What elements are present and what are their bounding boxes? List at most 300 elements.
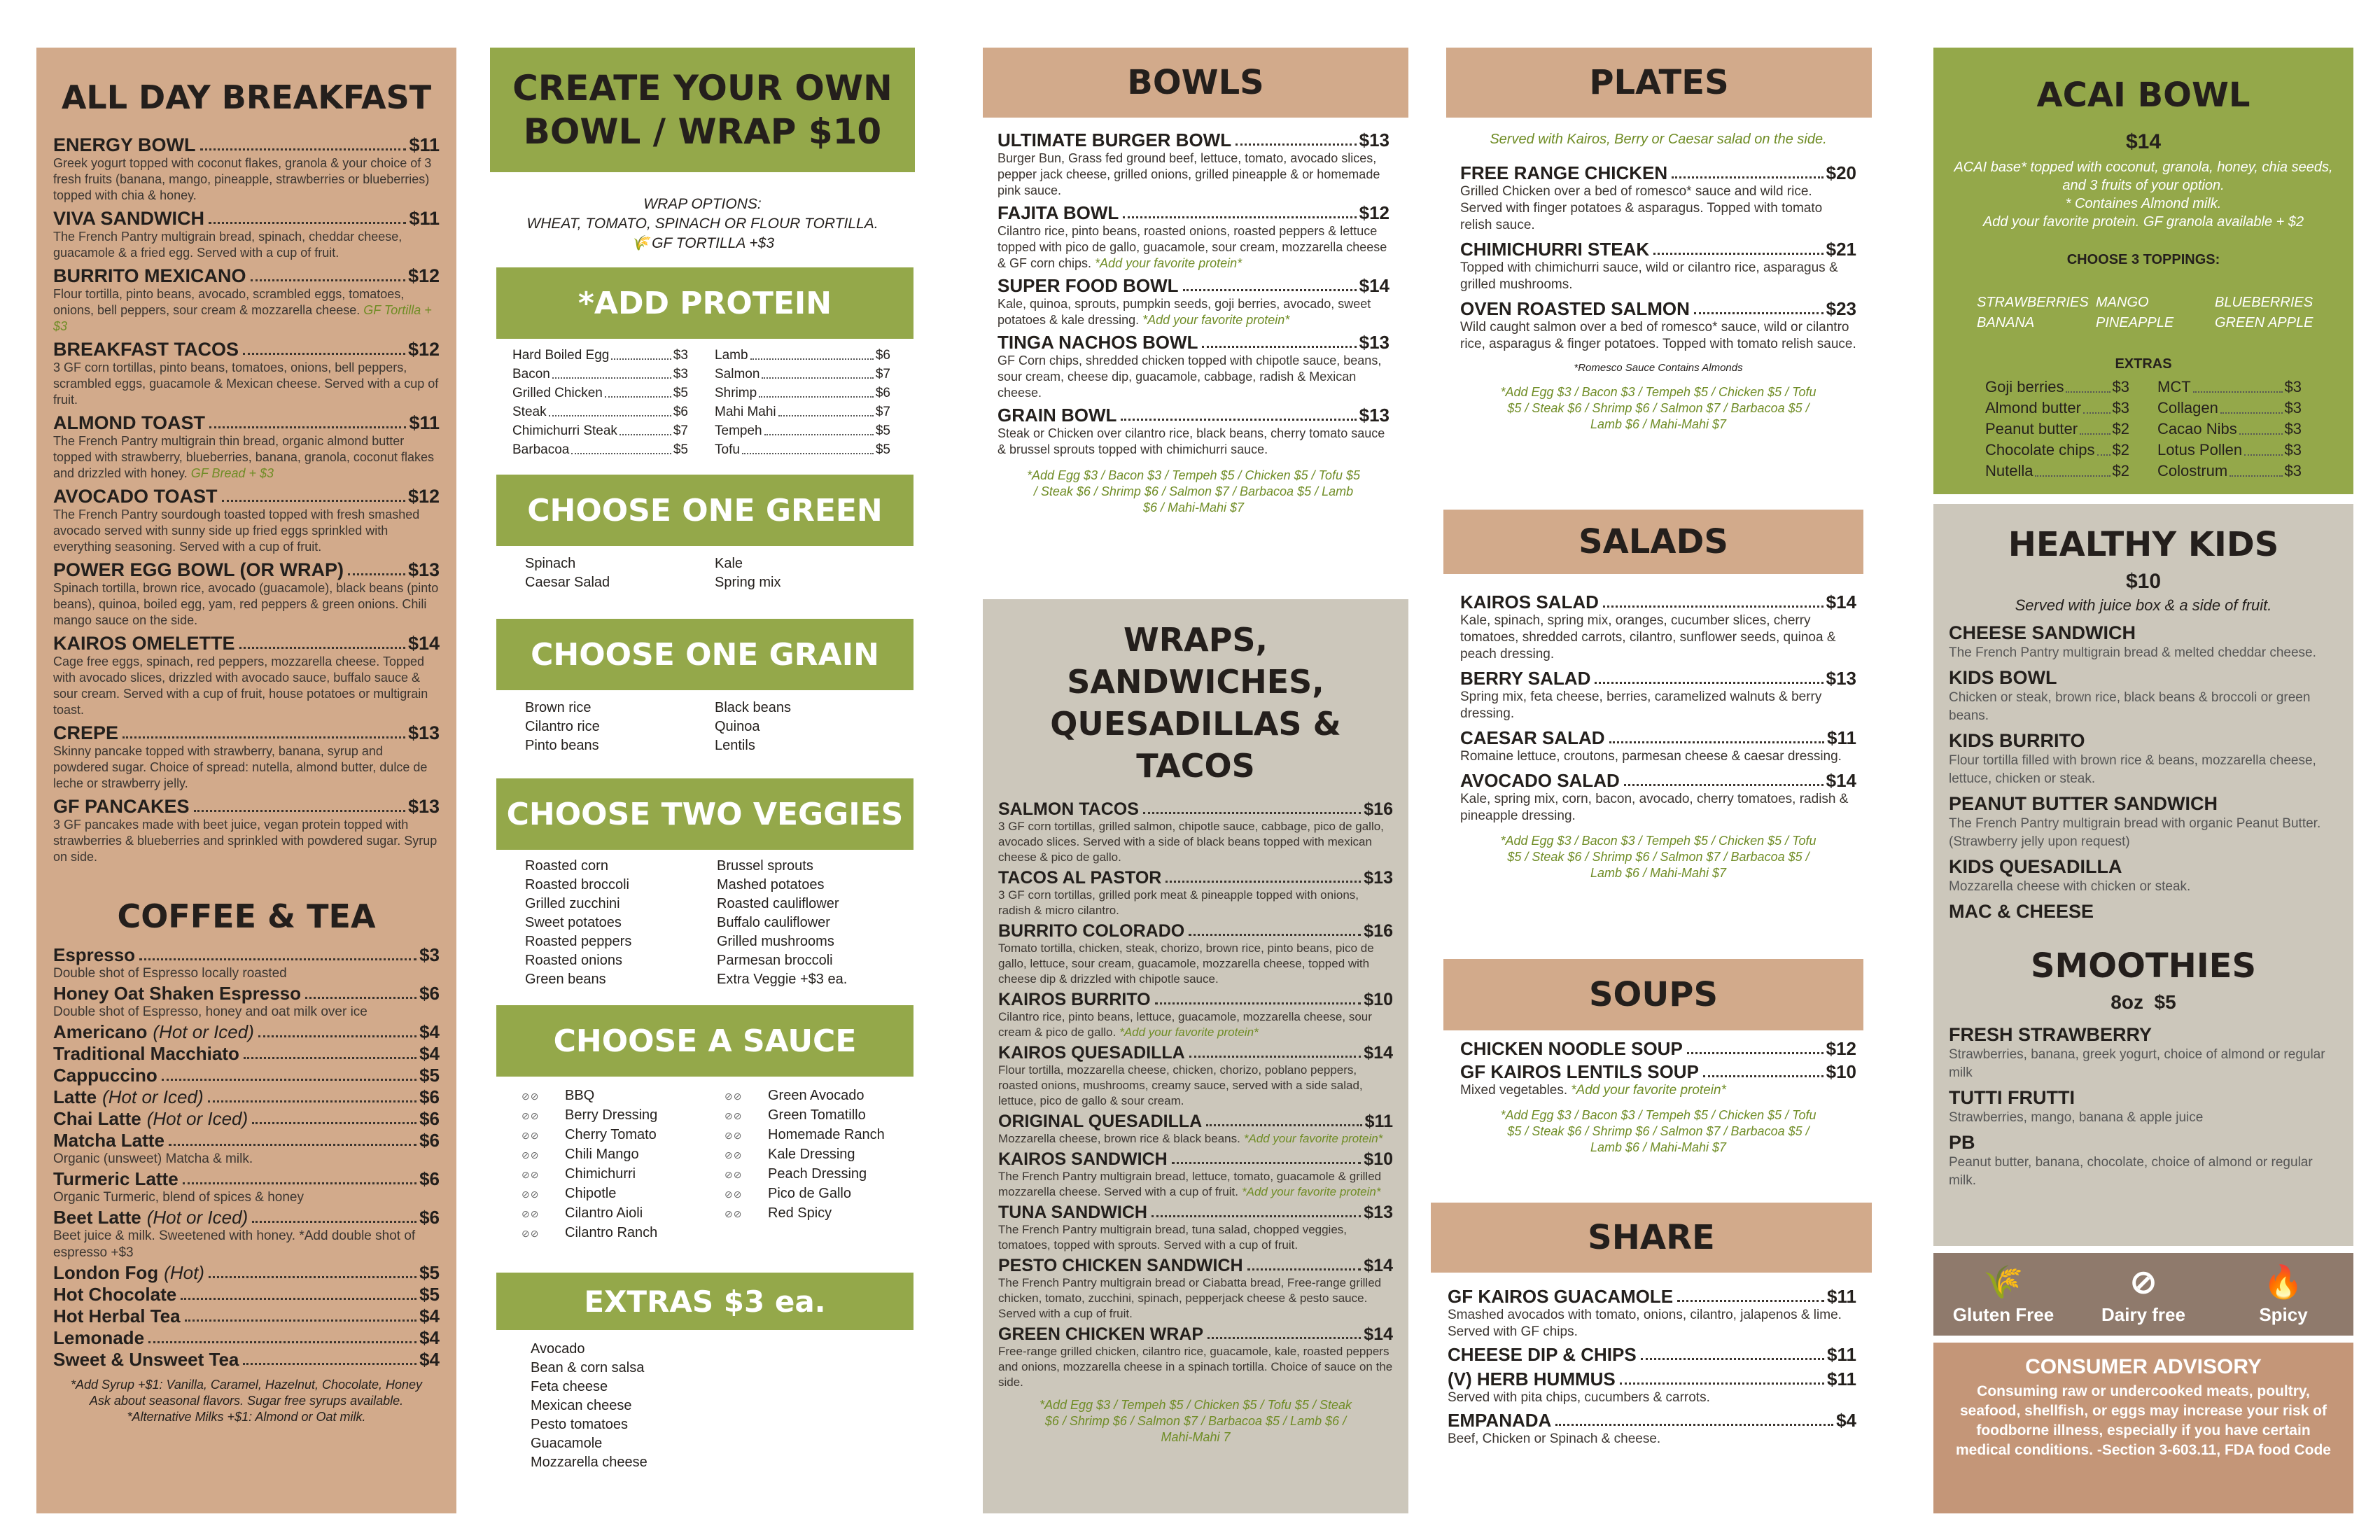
list-item: Roasted cauliflower <box>717 896 839 911</box>
menu-item <box>998 990 1393 1040</box>
topping-item: GREEN APPLE <box>2215 315 2314 330</box>
menu-item-desc: Double shot of Espresso locally roasted <box>53 966 287 981</box>
price-row-name: Collagen <box>2157 399 2218 416</box>
list-item: Feta cheese <box>531 1379 608 1394</box>
menu-item <box>998 868 1393 918</box>
menu-item-desc-block <box>53 654 440 718</box>
dot-leader <box>1595 682 1823 684</box>
smoothies-size: 8oz $5 <box>2110 991 2176 1013</box>
gluten-dairy-free-icon: ⊘⊘ <box>724 1169 743 1180</box>
menu-item-price: $12 <box>407 339 440 360</box>
price-row <box>715 402 890 421</box>
menu-item-desc: Strawberries, mango, banana & apple juice <box>1949 1110 2204 1125</box>
list-item: Roasted corn <box>525 858 608 874</box>
menu-item-desc: Flour tortilla, mozzarella cheese, chicken, chorizo, poblano peppers, roasted onions, mushrooms, creamy sauce, served with a side salad, lettuce, pico de gallo & sour cream. <box>998 1063 1363 1107</box>
dot-leader <box>122 736 405 738</box>
dot-leader <box>181 1298 416 1300</box>
menu-item-row <box>997 332 1390 353</box>
menu-item-desc-block <box>53 1189 440 1206</box>
menu-item-name: ENERGY BOWL <box>53 134 196 155</box>
price-row-price: $2 <box>2112 420 2129 438</box>
salads-section <box>1460 592 1856 881</box>
dot-leader <box>1687 1052 1823 1054</box>
menu-item-desc-block <box>998 819 1393 865</box>
dot-leader <box>1694 312 1823 314</box>
menu-item-name: ULTIMATE BURGER BOWL <box>997 130 1232 150</box>
menu-item-price: $14 <box>1364 1043 1393 1063</box>
dot-leader <box>251 279 405 281</box>
dot-leader <box>2239 433 2283 435</box>
protein-grid <box>512 346 890 459</box>
diet-legend <box>1933 1253 2353 1336</box>
menu-item <box>53 1109 440 1129</box>
green-grid <box>525 554 889 592</box>
menu-item-row <box>53 134 440 155</box>
price-row <box>512 421 688 440</box>
menu-item <box>998 1149 1393 1200</box>
sauce-name: Cilantro Ranch <box>565 1225 658 1240</box>
price-row-name: Lamb <box>715 348 748 363</box>
sauce-item <box>724 1165 913 1184</box>
wraps-addon: *Add Egg $3 / Tempeh $5 / Chicken $5 / Tofu $5 / Steak $6 / Shrimp $6 / Salmon $7 / Barbacoa $5 / Lamb $6 / Mahi-Mahi 7 <box>1040 1398 1352 1444</box>
menu-item <box>997 332 1390 401</box>
menu-item-desc-block <box>1460 260 1856 293</box>
price-row <box>512 402 688 421</box>
grain-grid <box>525 699 889 755</box>
sauce-item <box>522 1165 710 1184</box>
dot-leader <box>169 1144 416 1146</box>
menu-item-desc: The French Pantry multigrain bread, spinach, cheddar cheese, guacamole & a fried egg. Served with a cup of fruit. <box>53 230 402 260</box>
menu-item <box>1949 1131 2338 1190</box>
list-item: Caesar Salad <box>525 575 610 590</box>
price-row-name: Mahi Mahi <box>715 405 776 419</box>
menu-item-price: $11 <box>1827 1368 1856 1390</box>
menu-item-row <box>1448 1287 1856 1307</box>
menu-item-desc-block <box>998 1222 1393 1253</box>
gluten-dairy-free-icon: ⊘⊘ <box>522 1169 540 1180</box>
menu-item-price: $6 <box>419 1130 440 1151</box>
menu-item-name: Latte <box>53 1086 97 1107</box>
menu-item-variant: (Hot or Iced) <box>102 1086 204 1107</box>
menu-item-row <box>1460 592 1856 612</box>
dot-leader <box>2193 391 2283 393</box>
menu-item <box>1949 1023 2338 1082</box>
wraps-panel <box>983 599 1408 1513</box>
dot-leader <box>1143 812 1361 814</box>
acai-desc: ACAI base* topped with coconut, granola, honey, chia seeds, and 3 fruits of your option. <box>1954 160 2333 193</box>
price-row-price: $3 <box>673 367 688 382</box>
menu-item-name: KAIROS BURRITO <box>998 990 1151 1009</box>
veggies-header: CHOOSE TWO VEGGIES <box>496 778 913 850</box>
menu-item-desc-block <box>1460 1082 1856 1099</box>
menu-item-row <box>53 1065 440 1086</box>
price-row <box>715 440 890 459</box>
menu-item-variant: (Hot or Iced) <box>146 1108 248 1129</box>
menu-item-desc-block <box>998 1169 1393 1200</box>
menu-item-desc-block <box>998 1009 1393 1040</box>
menu-item-desc: Kale, spinach, spring mix, oranges, cucumber slices, cherry tomatoes, shredded carrots, cilantro, sunflower seeds, quinoa & peach dressing. <box>1460 613 1836 662</box>
menu-item-name: TACOS AL PASTOR <box>998 868 1162 888</box>
price-row-name: Bacon <box>512 367 550 382</box>
bowls-addon: *Add Egg $3 / Bacon $3 / Tempeh $5 / Chicken $5 / Tofu $5 / Steak $6 / Shrimp $6 / Salmon $7 / Barbacoa $5 / Lamb $6 / Mahi-Mahi $7 <box>1027 468 1360 514</box>
wrap-options-gf: 🌾 GF TORTILLA +$3 <box>490 234 915 253</box>
veggies-right-list <box>717 857 903 989</box>
dot-leader <box>148 1341 416 1343</box>
price-row-name: Steak <box>512 405 547 419</box>
green-right-list <box>715 554 889 592</box>
price-row-price: $3 <box>2112 399 2129 416</box>
price-row-price: $5 <box>673 442 688 457</box>
dot-leader <box>1183 289 1357 291</box>
sauce-item <box>522 1086 710 1106</box>
menu-item-price: $4 <box>419 1327 440 1348</box>
dot-leader <box>209 426 406 428</box>
menu-item-row <box>53 1284 440 1305</box>
list-item: Quinoa <box>715 719 760 734</box>
sauce-name: Green Tomatillo <box>768 1107 866 1123</box>
menu-item-price: $13 <box>407 796 440 817</box>
wheat-slash-icon: 🌾 <box>1983 1263 2024 1300</box>
plates-romesco-note: *Romesco Sauce Contains Almonds <box>1574 362 1743 374</box>
menu-item-row <box>998 1256 1393 1275</box>
menu-item-price: $12 <box>1826 1038 1856 1059</box>
protein-header: *ADD PROTEIN <box>496 267 913 339</box>
dot-leader <box>244 1057 416 1059</box>
menu-item <box>1949 900 2338 923</box>
menu-item <box>1460 239 1856 293</box>
menu-item-row <box>998 990 1393 1009</box>
price-row-price: $7 <box>875 367 890 382</box>
price-row-price: $7 <box>673 424 688 438</box>
menu-item-price: $11 <box>409 134 440 155</box>
menu-item-price: $12 <box>407 265 440 286</box>
menu-item <box>53 486 440 555</box>
list-item: Mexican cheese <box>531 1398 632 1413</box>
sauce-item <box>724 1086 913 1106</box>
menu-item-row <box>53 983 440 1004</box>
sauce-left-list <box>522 1086 710 1243</box>
sauce-item <box>724 1126 913 1145</box>
dot-leader <box>222 500 405 502</box>
dot-leader <box>1653 253 1823 255</box>
dot-leader <box>239 647 405 649</box>
gluten-dairy-free-icon: ⊘⊘ <box>724 1189 743 1200</box>
list-item: Brown rice <box>525 700 592 715</box>
bowls-list <box>997 130 1390 458</box>
menu-item <box>998 799 1393 865</box>
consumer-advisory <box>1933 1343 2353 1513</box>
menu-item <box>1949 666 2338 725</box>
price-row-price: $3 <box>2284 441 2302 458</box>
list-item: Avocado <box>531 1341 585 1357</box>
menu-item-price: $4 <box>419 1043 440 1064</box>
menu-item <box>53 633 440 718</box>
menu-item-desc-block <box>998 1131 1393 1147</box>
dot-leader <box>200 148 407 150</box>
wrap-options <box>490 195 915 253</box>
menu-item-name: PESTO CHICKEN SANDWICH <box>998 1256 1243 1275</box>
menu-item-row <box>998 1043 1393 1063</box>
menu-item <box>1949 729 2338 788</box>
menu-item <box>1460 1039 1856 1059</box>
menu-item <box>1460 728 1856 765</box>
share-list <box>1448 1287 1856 1452</box>
menu-item-row <box>53 1350 440 1370</box>
menu-item-price: $6 <box>419 1207 440 1228</box>
list-item: Buffalo cauliflower <box>717 915 830 930</box>
menu-item-desc: Beef, Chicken or Spinach & cheese. <box>1448 1432 1661 1446</box>
acai-price: $14 <box>2125 130 2162 153</box>
menu-item-name: KIDS QUESADILLA <box>1949 856 2122 877</box>
dot-leader <box>348 573 405 575</box>
list-item: Grilled mushrooms <box>717 934 834 949</box>
menu-item <box>1949 855 2338 896</box>
menu-item-row <box>53 1169 440 1189</box>
menu-item-row <box>1460 1062 1856 1082</box>
price-row-price: $6 <box>673 405 688 419</box>
list-item: Mashed potatoes <box>717 877 825 892</box>
list-item: Green beans <box>525 972 606 987</box>
menu-item-desc-block <box>1448 1307 1856 1340</box>
price-row <box>1985 440 2129 461</box>
price-row-price: $6 <box>875 386 890 400</box>
menu-item-row <box>53 796 440 817</box>
menu-item-price: $6 <box>419 1168 440 1189</box>
plates-list <box>1460 163 1856 353</box>
price-row <box>512 384 688 402</box>
sauce-item <box>724 1204 913 1224</box>
menu-item-row <box>53 1130 440 1151</box>
sauce-right-list <box>724 1086 913 1243</box>
dot-leader <box>185 1320 417 1322</box>
list-item: Grilled zucchini <box>525 896 620 911</box>
advisory-title: CONSUMER ADVISORY <box>2025 1355 2262 1378</box>
dot-leader <box>305 997 416 999</box>
menu-item-name: BREAKFAST TACOS <box>53 339 239 360</box>
menu-item-desc-block <box>53 286 440 335</box>
list-item: Lentils <box>715 738 755 753</box>
menu-item-desc: Strawberries, banana, greek yogurt, choice of almond or regular milk <box>1949 1047 2325 1080</box>
dot-leader <box>571 453 671 454</box>
kids-title: HEALTHY KIDS <box>2008 525 2279 564</box>
menu-item <box>53 1306 440 1326</box>
menu-item-desc-block <box>998 1344 1393 1390</box>
list-item: Kale <box>715 556 743 571</box>
menu-item-name: Matcha Latte <box>53 1130 164 1151</box>
menu-item-desc: Flour tortilla, pinto beans, avocado, scrambled eggs, tomatoes, onions, bell peppers, sour cream & mozzarella cheese. <box>53 287 405 317</box>
soups-addon: *Add Egg $3 / Bacon $3 / Tempeh $5 / Chicken $5 / Tofu $5 / Steak $6 / Shrimp $6 / Salmon $7 / Barbacoa $5 / Lamb $6 / Mahi-Mahi $7 <box>1500 1108 1816 1154</box>
menu-item-name: TINGA NACHOS BOWL <box>997 332 1198 353</box>
menu-item-desc-block <box>997 426 1390 458</box>
menu-item-desc: 3 GF corn tortillas, grilled salmon, chipotle sauce, cabbage, pico de gallo, avocado slices. Served with a side of black beans topped with mexican cheese & pico de gallo. <box>998 820 1384 864</box>
dot-leader <box>611 358 671 360</box>
menu-item-desc-block <box>53 580 440 629</box>
menu-item-name: Americano <box>53 1021 148 1042</box>
menu-item <box>53 1087 440 1107</box>
price-row-name: Lotus Pollen <box>2157 441 2243 458</box>
menu-item-price: $6 <box>419 1108 440 1129</box>
price-row-name: Nutella <box>1985 462 2033 479</box>
protein-right-list <box>715 346 890 459</box>
menu-item <box>53 1169 440 1206</box>
menu-item-name: AVOCADO TOAST <box>53 486 218 507</box>
menu-item <box>53 1130 440 1168</box>
acai-title: ACAI BOWL <box>2036 76 2250 115</box>
list-item: Bean & corn salsa <box>531 1360 645 1376</box>
breakfast-coffee-panel <box>36 48 456 1513</box>
menu-item-desc-block <box>1448 1431 1856 1448</box>
menu-item-row <box>53 945 440 965</box>
dot-leader <box>1155 1002 1362 1004</box>
sauce-grid <box>522 1086 913 1243</box>
menu-item-row <box>53 633 440 654</box>
menu-item-price: $11 <box>409 208 440 229</box>
menu-item-price: $14 <box>407 633 440 654</box>
menu-item-price: $11 <box>1827 727 1856 748</box>
menu-item-desc-block <box>53 507 440 555</box>
wraps-title-2: QUESADILLAS & TACOS <box>1050 705 1341 785</box>
sauce-name: Cherry Tomato <box>565 1127 657 1142</box>
sauce-name: Homemade Ranch <box>768 1127 885 1142</box>
dot-leader <box>252 1122 416 1124</box>
menu-item-name: GREEN CHICKEN WRAP <box>998 1324 1204 1344</box>
gluten-dairy-free-icon: ⊘⊘ <box>522 1110 540 1121</box>
bowls-header: BOWLS <box>983 48 1408 118</box>
menu-item-desc: Topped with chimichurri sauce, wild or cilantro rice, asparagus & grilled mushrooms. <box>1460 260 1838 292</box>
menu-item-desc: The French Pantry multigrain bread & melted cheddar cheese. <box>1949 645 2316 660</box>
menu-item-row <box>53 1306 440 1326</box>
menu-item-row <box>1460 668 1856 689</box>
list-item: Spring mix <box>715 575 781 590</box>
menu-item-price: $21 <box>1826 239 1856 260</box>
topping-item: PINEAPPLE <box>2096 315 2174 330</box>
price-row-price: $5 <box>875 442 890 457</box>
menu-item-row <box>997 130 1390 150</box>
sauce-name: Kale Dressing <box>768 1147 855 1162</box>
menu-item-desc: Skinny pancake topped with strawberry, banana, syrup and powdered sugar. Choice of spread: nutella, almond butter, dulce de leche or strawberry jelly. <box>53 744 428 790</box>
list-item: Extra Veggie +$3 ea. <box>717 972 848 987</box>
price-row <box>715 421 890 440</box>
menu-item-name: PEANUT BUTTER SANDWICH <box>1949 793 2218 814</box>
dot-leader <box>1189 934 1361 936</box>
menu-item-name: CHEESE DIP & CHIPS <box>1448 1344 1637 1365</box>
menu-item-name: CAESAR SALAD <box>1460 727 1605 748</box>
create-bowl-title-2: BOWL / WRAP $10 <box>523 111 882 152</box>
list-item: Black beans <box>715 700 791 715</box>
menu-item-name: GF KAIROS LENTILS SOUP <box>1460 1061 1699 1082</box>
dot-leader <box>252 1221 416 1223</box>
menu-item-note: *Add your favorite protein* <box>1119 1026 1259 1039</box>
menu-item-desc: The French Pantry multigrain bread with organic Peanut Butter. (Strawberry jelly upon request) <box>1949 816 2321 849</box>
menu-item <box>53 1328 440 1348</box>
menu-item-price: $4 <box>419 1349 440 1370</box>
gluten-dairy-free-icon: ⊘⊘ <box>522 1189 540 1200</box>
menu-item-desc-block <box>53 743 440 792</box>
price-row <box>1985 377 2129 398</box>
bowls-section <box>997 130 1390 516</box>
menu-item <box>53 1350 440 1370</box>
list-item: Roasted broccoli <box>525 877 629 892</box>
menu-item-row <box>1460 299 1856 319</box>
menu-item <box>53 983 440 1021</box>
menu-item-desc: Kale, spring mix, corn, bacon, avocado, cherry tomatoes, radish & pineapple dressing. <box>1460 792 1849 823</box>
list-item: Parmesan broccoli <box>717 953 833 968</box>
kids-price: $10 <box>2125 570 2162 593</box>
menu-item-desc-block <box>997 353 1390 401</box>
sauce-item <box>522 1145 710 1165</box>
salads-header: SALADS <box>1443 510 1863 574</box>
gluten-dairy-free-icon: ⊘⊘ <box>522 1228 540 1239</box>
veggies-left-list <box>525 857 711 989</box>
sauce-item <box>522 1126 710 1145</box>
menu-item-name: CREPE <box>53 722 119 743</box>
menu-item-price: $4 <box>419 1306 440 1326</box>
menu-item-row <box>998 1324 1393 1344</box>
menu-item-name: SALMON TACOS <box>998 799 1139 819</box>
topping-item: MANGO <box>2096 295 2149 310</box>
acai-extras-title: EXTRAS <box>2115 356 2172 372</box>
menu-item-name: FRESH STRAWBERRY <box>1949 1024 2152 1045</box>
kids-smoothies-panel <box>1933 504 2353 1246</box>
menu-item-desc: Grilled Chicken over a bed of romesco* sauce and wild rice. Served with finger potatoes & asparagus. Topped with tomato relish sauce. <box>1460 184 1823 232</box>
dot-leader <box>1172 1162 1362 1164</box>
menu-item-price: $4 <box>1836 1410 1856 1431</box>
price-row-price: $3 <box>2112 378 2129 396</box>
menu-item-row <box>998 1112 1393 1131</box>
menu-item-desc: 3 GF corn tortillas, pinto beans, tomatoes, onions, bell peppers, scrambled eggs, guacamole & Mexican cheese. Served with a cup of fruit. <box>53 360 439 407</box>
menu-item-row <box>53 1263 440 1283</box>
menu-item-price: $10 <box>1364 1149 1393 1169</box>
dot-leader <box>1202 346 1356 348</box>
menu-item <box>998 1043 1393 1109</box>
topping-item: BLUEBERRIES <box>2215 295 2314 310</box>
menu-item-price: $13 <box>1364 1203 1393 1222</box>
menu-item-name: Traditional Macchiato <box>53 1043 239 1064</box>
list-item: Pinto beans <box>525 738 599 753</box>
salads-list <box>1460 592 1856 825</box>
dot-leader <box>209 222 406 224</box>
topping-item: STRAWBERRIES <box>1977 295 2089 310</box>
wrap-options-list: WHEAT, TOMATO, SPINACH OR FLOUR TORTILLA. <box>526 216 878 232</box>
menu-item <box>1448 1287 1856 1340</box>
menu-item <box>53 208 440 261</box>
menu-item-price: $14 <box>1359 275 1390 296</box>
menu-item <box>53 559 440 629</box>
menu-item-desc: Wild caught salmon over a bed of romesco* sauce, wild or cilantro rice, asparagus & finger potatoes. Topped with tomato relish sauce. <box>1460 320 1856 351</box>
menu-item-row <box>998 799 1393 819</box>
menu-item-name: BERRY SALAD <box>1460 668 1591 689</box>
menu-item-price: $14 <box>1364 1324 1393 1344</box>
grain-right-list <box>715 699 889 755</box>
breakfast-list <box>53 134 440 865</box>
sauce-name: Peach Dressing <box>768 1166 867 1182</box>
dot-leader <box>1620 1382 1824 1385</box>
dot-leader <box>1641 1358 1824 1360</box>
sauce-item <box>724 1145 913 1165</box>
menu-item <box>998 1203 1393 1253</box>
legend-dairy-free-label: Dairy free <box>2101 1303 2185 1325</box>
list-item: Guacamole <box>531 1436 603 1451</box>
menu-item-price: $12 <box>1359 202 1390 223</box>
menu-item-price: $12 <box>407 486 440 507</box>
menu-item <box>997 405 1390 458</box>
dot-leader <box>2097 454 2110 456</box>
menu-item-price: $16 <box>1364 799 1393 819</box>
price-row-name: Tempeh <box>715 424 762 438</box>
price-row-price: $2 <box>2112 462 2129 479</box>
menu-item-name: BURRITO COLORADO <box>998 921 1185 941</box>
menu-item-desc: Cilantro rice, pinto beans, lettuce, guacamole, mozzarella cheese, sour cream & pico de gallo. <box>998 1010 1372 1039</box>
